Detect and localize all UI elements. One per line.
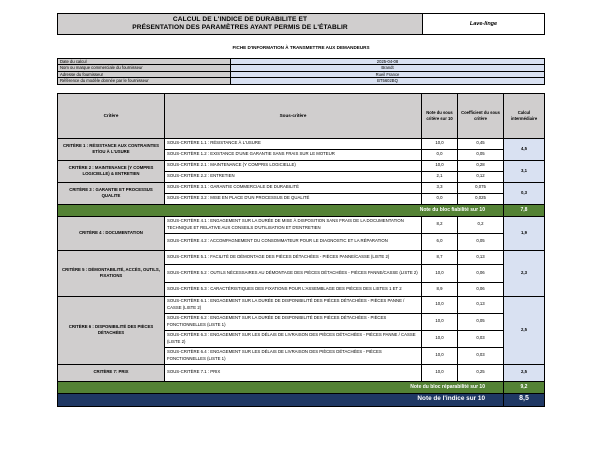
- durability-sheet: [57, 13, 545, 407]
- sub-criterion-note: 8,2: [422, 216, 458, 233]
- sub-criterion-note: 10,0: [422, 160, 458, 171]
- reliability-total-value: 7,8: [504, 204, 545, 216]
- sub-criterion-coef: 0,12: [458, 171, 504, 182]
- header-row: [58, 93, 545, 138]
- sub-criterion-coef: 0,05: [458, 313, 504, 330]
- table-row: [58, 364, 545, 381]
- sub-criterion-coef: 0,13: [458, 296, 504, 313]
- sub-criterion-note: 8,9: [422, 282, 458, 296]
- col-header-note: Note du sous critère sur 10: [422, 93, 458, 138]
- sub-criterion-label: SOUS-CRITÈRE 5.2 : OUTILS NÉCESSAIRES AU DÉMONTAGE DES PIÈCES DÉTACHÉES - PIÈCES PANNE/CASSE (LISTE 2): [165, 264, 422, 282]
- sub-criterion-label: SOUS-CRITÈRE 2.2 : ENTRETIEN: [165, 171, 422, 182]
- sub-criterion-coef: 0,28: [458, 160, 504, 171]
- info-value: 2025-04-08: [231, 59, 545, 65]
- criterion-5-calc: 2,3: [504, 250, 545, 296]
- sub-criterion-label: SOUS-CRITÈRE 3.1 : GARANTIE COMMERCIALE DE DURABILITÉ: [165, 182, 422, 193]
- col-header-sous-critere: Sous-critère: [165, 93, 422, 138]
- info-label: Date du calcul: [58, 59, 231, 65]
- criterion-6-label: CRITÈRE 6 : DISPONIBILITÉ DES PIÈCES DÉTACHÉES: [58, 296, 165, 364]
- sub-criterion-coef: 0,05: [458, 149, 504, 160]
- index-total-row: [58, 393, 545, 406]
- sub-criterion-note: 6,0: [422, 233, 458, 250]
- info-value: Brandt: [231, 65, 545, 71]
- sub-criterion-note: 10,0: [422, 138, 458, 149]
- table-row: [58, 296, 545, 313]
- sub-criterion-note: 10,0: [422, 364, 458, 381]
- sub-criterion-coef: 0,2: [458, 216, 504, 233]
- sub-criterion-coef: 0,05: [458, 233, 504, 250]
- sub-criterion-label: SOUS-CRITÈRE 4.1 : ENGAGEMENT SUR LA DURÉE DE MISE À DISPOSITION SANS FRAIS DE LA DOCUMENTATION TECHNIQUE ET RELATIVE AUX CONSEILS D'UTILISATION ET D'ENTRETIEN: [165, 216, 422, 233]
- criterion-2-label: CRITÈRE 2 : MAINTENANCE (Y COMPRIS LOGICIELLE) & ENTRETIEN: [58, 160, 165, 182]
- criterion-5-label: CRITÈRE 5 : DÉMONTABILITÉ, ACCÈS, OUTILS, FIXATIONS: [58, 250, 165, 296]
- table-row: [58, 250, 545, 264]
- sub-criterion-coef: 0,06: [458, 282, 504, 296]
- sub-criterion-label: SOUS-CRITÈRE 6.2 : ENGAGEMENT SUR LA DURÉE DE DISPONIBILITÉ DES PIÈCES DÉTACHÉES - PIÈCES FONCTIONNELLES (LISTE 1): [165, 313, 422, 330]
- criterion-4-calc: 1,9: [504, 216, 545, 250]
- criterion-3-label: CRITÈRE 3 : GARANTIE ET PROCESSUS QUALITE: [58, 182, 165, 204]
- reliability-total-label: Note du bloc fiabilité sur 10: [58, 204, 504, 216]
- criterion-2-calc: 3,1: [504, 160, 545, 182]
- sub-criterion-note: 10,0: [422, 347, 458, 364]
- sub-criterion-label: SOUS-CRITÈRE 2.1 : MAINTENANCE (Y COMPRIS LOGICIELLE): [165, 160, 422, 171]
- sub-criterion-label: SOUS-CRITÈRE 1.2 : EXISTANCE D'UNE GARANTIE SANS FRAIS SUR LE MOTEUR: [165, 149, 422, 160]
- criterion-6-calc: 2,5: [504, 296, 545, 364]
- criterion-4-label: CRITÈRE 4 : DOCUMENTATION: [58, 216, 165, 250]
- criterion-1-calc: 4,5: [504, 138, 545, 160]
- table-row: [58, 182, 545, 193]
- sub-criterion-coef: 0,03: [458, 347, 504, 364]
- col-header-critere: Critère: [58, 93, 165, 138]
- sub-criterion-label: SOUS-CRITÈRE 6.4 : ENGAGEMENT SUR LES DÉLAIS DE LIVRAISON DES PIÈCES DÉTACHÉES - PIÈCES FONCTIONNELLES (LISTE 1): [165, 347, 422, 364]
- table-row: [58, 216, 545, 233]
- index-total-label: Note de l'indice sur 10: [58, 393, 504, 406]
- sub-criterion-coef: 0,06: [458, 264, 504, 282]
- info-label: Référence du modèle donnée par le fournisseur: [58, 78, 231, 84]
- reliability-total-row: [58, 204, 545, 216]
- sub-criterion-label: SOUS-CRITÈRE 4.2 : ACCOMPAGNEMENT DU CONSOMMATEUR POUR LE DIAGNOSTIC ET LA RÉPARATION: [165, 233, 422, 250]
- sub-criterion-coef: 0,075: [458, 182, 504, 193]
- sub-criterion-coef: 0,45: [458, 138, 504, 149]
- sub-criterion-coef: 0,13: [458, 250, 504, 264]
- info-value: Rueil France: [231, 71, 545, 77]
- product-type: Lave-linge: [423, 14, 545, 35]
- sub-criterion-note: 10,0: [422, 264, 458, 282]
- sub-criterion-label: SOUS-CRITÈRE 6.1 : ENGAGEMENT SUR LA DURÉE DE DISPONIBILITÉ DES PIÈCES DÉTACHÉES - PIÈCES PANNE / CASSE (LISTE 2): [165, 296, 422, 313]
- info-label: Adresse du fournisseur: [58, 71, 231, 77]
- col-header-calc: Calcul intermédiaire: [504, 93, 545, 138]
- title-line-1: CALCUL DE L'INDICE DE DURABILITE ET: [172, 15, 308, 23]
- repairability-total-value: 9,2: [504, 381, 545, 393]
- sub-criterion-coef: 0,25: [458, 364, 504, 381]
- sub-criterion-note: 8,7: [422, 250, 458, 264]
- sub-criterion-note: 3,3: [422, 182, 458, 193]
- sub-criterion-label: SOUS-CRITÈRE 7.1 : PRIX: [165, 364, 422, 381]
- sheet-subtitle: FICHE D'INFORMATION À TRANSMETTRE AUX DEMANDEURS: [232, 45, 370, 50]
- sub-criterion-note: 2,1: [422, 171, 458, 182]
- sub-criterion-note: 10,0: [422, 313, 458, 330]
- sub-criterion-note: 10,0: [422, 296, 458, 313]
- sub-criterion-coef: 0,03: [458, 330, 504, 347]
- sub-criterion-note: 0,0: [422, 193, 458, 204]
- criterion-1-label: CRITÈRE 1 : RÉSISTANCE AUX CONTRAINTES ET/OU À L'USURE: [58, 138, 165, 160]
- table-row: [58, 138, 545, 149]
- title-line-2: PRÉSENTATION DES PARAMÈTRES AYANT PERMIS DE L'ÉTABLIR: [132, 24, 348, 31]
- sub-criterion-label: SOUS-CRITÈRE 1.1 : RÉSISTANCE À L'USURE: [165, 138, 422, 149]
- sheet-header: [57, 13, 545, 35]
- sub-criterion-note: 10,0: [422, 330, 458, 347]
- table-row: [58, 160, 545, 171]
- criterion-7-calc: 2,5: [504, 364, 545, 381]
- info-table: [57, 58, 545, 85]
- info-value: BT5602BQ: [231, 78, 545, 84]
- sub-criterion-label: SOUS-CRITÈRE 6.3 : ENGAGEMENT SUR LES DÉLAIS DE LIVRAISON DES PIÈCES DÉTACHÉES - PIÈCES PANNE / CASSE (LISTE 2): [165, 330, 422, 347]
- info-label: Nom ou marque commerciale du fournisseur: [58, 65, 231, 71]
- criterion-7-label: CRITÈRE 7: PRIX: [58, 364, 165, 381]
- sub-criterion-label: SOUS-CRITÈRE 5.1 : FACILITÉ DE DÉMONTAGE DES PIÈCES DÉTACHÉES - PIÈCES PANNE/CASSE (LISTE 2): [165, 250, 422, 264]
- criteria-table: [57, 93, 545, 407]
- criterion-3-calc: 0,3: [504, 182, 545, 204]
- sub-criterion-note: 0,0: [422, 149, 458, 160]
- sub-criterion-label: SOUS-CRITÈRE 5.3 : CARACTÉRISTIQUES DES FIXATIONS POUR L'ASSEMBLAGE DES PIÈCES DES LISTES 1 ET 2: [165, 282, 422, 296]
- col-header-coef: Coefficient du sous critère: [458, 93, 504, 138]
- index-total-value: 8,5: [504, 393, 545, 406]
- info-row: [58, 78, 545, 84]
- sub-criterion-label: SOUS-CRITÈRE 3.2 : MISE EN PLACE D'UN PROCESSUS DE QUALITÉ: [165, 193, 422, 204]
- repairability-total-label: Note du bloc réparabilité sur 10: [58, 381, 504, 393]
- repairability-total-row: [58, 381, 545, 393]
- sheet-title: [58, 14, 423, 35]
- sub-criterion-coef: 0,025: [458, 193, 504, 204]
